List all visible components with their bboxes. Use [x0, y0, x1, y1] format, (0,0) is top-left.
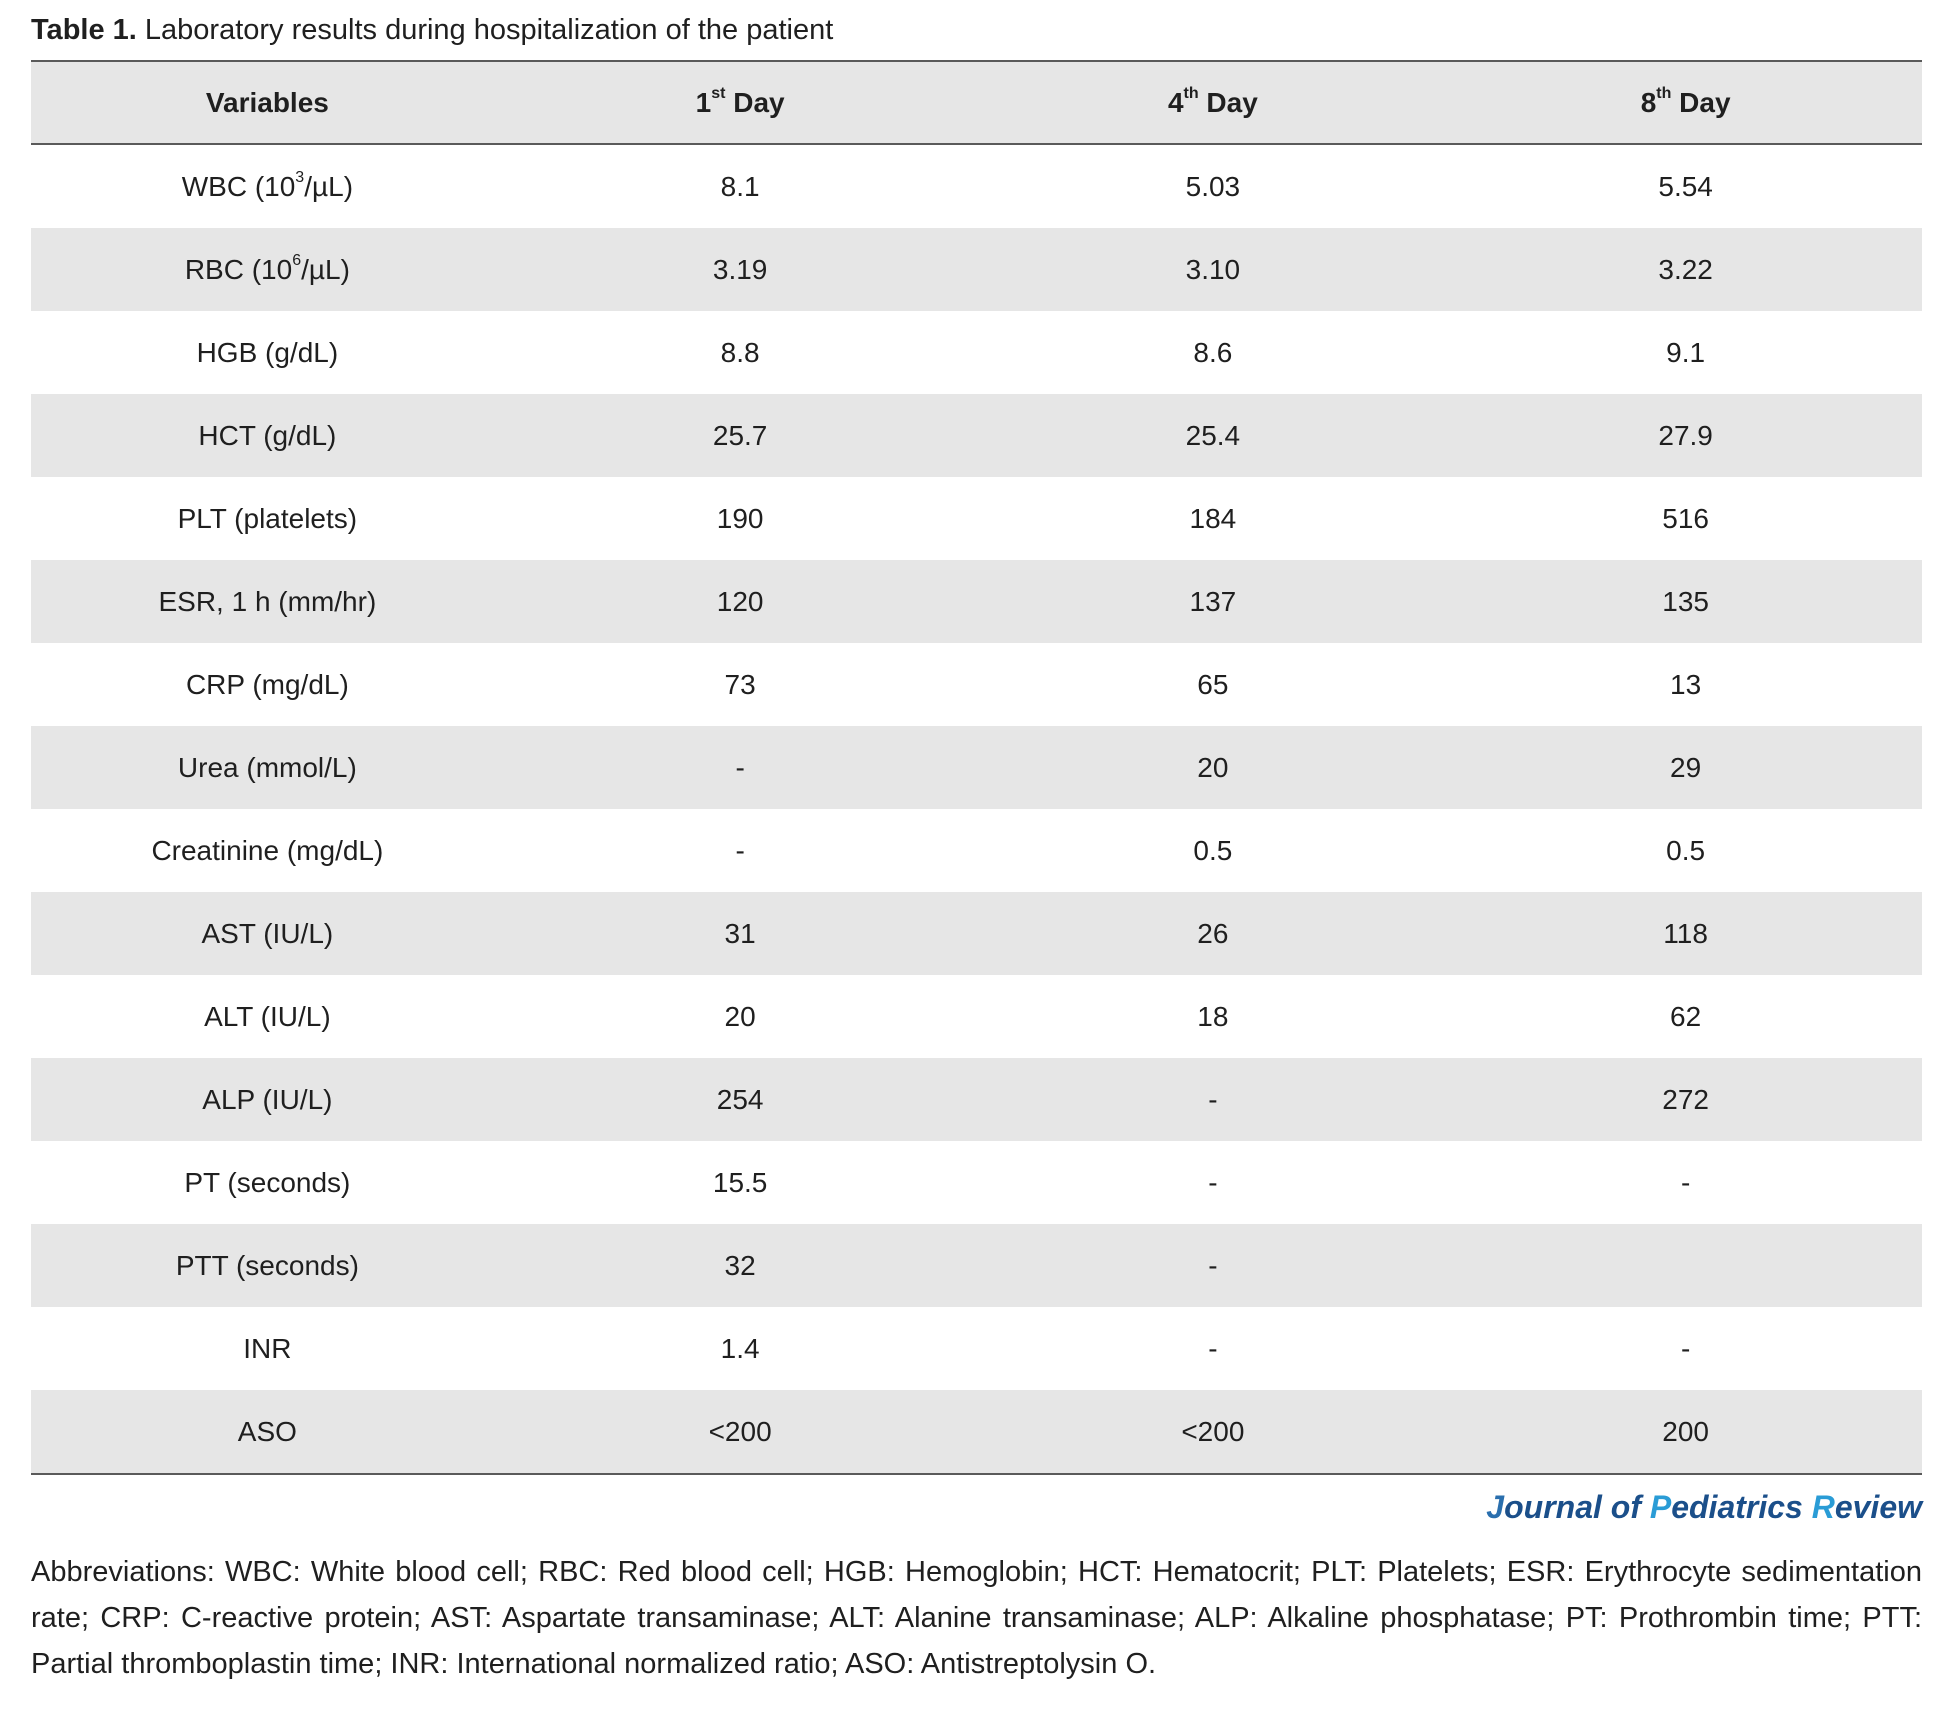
header-variables-label: Variables [205, 86, 329, 118]
value-day-1: 32 [504, 1224, 977, 1307]
variable-label [184, 1167, 350, 1198]
header-day-1-ordinal: st [711, 84, 726, 102]
value-day-1: - [504, 726, 977, 809]
caption-label: Table 1. [31, 14, 137, 46]
variable-cell [31, 726, 504, 809]
table-row [31, 144, 1922, 228]
table-row [31, 892, 1922, 975]
document-page [31, 10, 1922, 1716]
abbreviations-note: Abbreviations: WBC: White blood cell; RBC: Red blood cell; HGB: Hemoglobin; HCT: Hematocrit; PLT: Platelets; ESR: Erythrocyte sedimentation rate; CRP: C-reactive protein; AST: Aspartate transaminase; ALT: Alanine transaminase; ALP: Alkaline phosphatase; PT: Prothrombin time; PTT: Partial thromboplastin time; INR: International normalized ratio; ASO: Antistreptolysin O. [31, 1556, 1922, 1680]
journal-name-ediatrics: ediatrics [1671, 1489, 1812, 1525]
table-row [31, 1224, 1922, 1307]
value-day-8: 13 [1670, 668, 1702, 700]
table-row [31, 809, 1922, 892]
variable-label [178, 503, 357, 534]
variable-name: Creatinine (mg/dL) [151, 834, 384, 866]
journal-name-ournal-of: ournal of [1504, 1489, 1650, 1525]
variable-label [176, 1250, 359, 1281]
value-day-1: 15.5 [712, 1166, 768, 1198]
value-day-4: 20 [977, 726, 1450, 809]
value-day-8: 29 [1449, 726, 1922, 809]
value-day-4: 137 [977, 560, 1450, 643]
value-day-8: 0.5 [1666, 834, 1706, 866]
value-day-8: - [1680, 1332, 1691, 1364]
value-day-1: 25.7 [504, 394, 977, 477]
header-variables [31, 61, 504, 144]
lab-results-table [31, 60, 1922, 1475]
variable-cell [31, 809, 504, 892]
variable-name: ALP (IU/L) [202, 1083, 333, 1115]
value-day-8: - [1680, 1166, 1691, 1198]
variable-name: HGB (g/dL) [196, 336, 339, 368]
value-day-8 [1449, 1224, 1922, 1307]
value-day-1: 1.4 [720, 1332, 760, 1364]
variable-cell [31, 1307, 504, 1390]
caption-text: Laboratory results during hospitalization of the patient [144, 14, 834, 46]
variable-label [151, 835, 383, 866]
header-day-8-ordinal: th [1656, 84, 1672, 102]
variable-name: PT (seconds) [184, 1166, 351, 1198]
variable-label [238, 1416, 297, 1447]
variable-cell [31, 643, 504, 726]
table-row [31, 228, 1922, 311]
header-day-4 [977, 61, 1450, 144]
value-day-1: 73 [724, 668, 756, 700]
table-row [31, 560, 1922, 643]
value-day-8: 27.9 [1449, 394, 1922, 477]
header-day-4-word: Day [1206, 86, 1258, 118]
table-row [31, 1307, 1922, 1390]
value-day-1: 20 [724, 1000, 756, 1032]
value-day-8: 516 [1662, 502, 1709, 534]
variable-label [202, 918, 334, 949]
variable-name: ALT (IU/L) [204, 1000, 331, 1032]
value-day-1: 190 [716, 502, 764, 534]
header-day-8-number: 8 [1640, 86, 1657, 118]
variable-name: Urea (mmol/L) [177, 751, 357, 783]
value-day-4: - [977, 1224, 1450, 1307]
value-day-4: - [977, 1058, 1450, 1141]
variable-cell [31, 1141, 504, 1224]
value-day-4: 65 [1197, 668, 1229, 700]
value-day-4: - [1208, 1166, 1218, 1198]
header-day-8-word: Day [1679, 86, 1731, 118]
header-row [31, 61, 1922, 144]
variable-name: ASO [237, 1415, 297, 1447]
variable-cell [31, 228, 504, 311]
table-row [31, 311, 1922, 394]
table-row [31, 1141, 1922, 1224]
value-day-4: 3.10 [977, 228, 1450, 311]
variable-exponent: 3 [295, 168, 305, 186]
variable-label [178, 752, 357, 783]
value-day-1: 31 [504, 892, 977, 975]
variable-label [197, 337, 339, 368]
table-row [31, 1390, 1922, 1474]
variable-cell [31, 1058, 504, 1141]
variable-name: AST (IU/L) [201, 917, 334, 949]
header-day-1 [504, 61, 977, 144]
table-row [31, 477, 1922, 560]
journal-name-eview: eview [1834, 1489, 1922, 1525]
variable-cell [31, 144, 504, 228]
variable-label [158, 586, 376, 617]
journal-name-j: J [1486, 1489, 1505, 1525]
value-day-8: 3.22 [1449, 228, 1922, 311]
variable-cell [31, 1224, 504, 1307]
value-day-4: - [1208, 1332, 1218, 1364]
table-body [31, 144, 1922, 1474]
value-day-8: 62 [1670, 1000, 1702, 1032]
variable-label [184, 251, 350, 285]
value-day-1: 8.8 [720, 336, 760, 368]
value-day-1: 254 [504, 1058, 977, 1141]
variable-unit: /µL) [301, 253, 350, 285]
variable-cell [31, 477, 504, 560]
value-day-4: 8.6 [1193, 336, 1233, 368]
table-row [31, 975, 1922, 1058]
variable-name: WBC (10 [181, 170, 296, 202]
journal-name [31, 1485, 1922, 1537]
variable-cell [31, 394, 504, 477]
variable-label [186, 669, 349, 700]
value-day-8: 272 [1449, 1058, 1922, 1141]
value-day-4: 18 [1197, 1000, 1229, 1032]
header-day-4-ordinal: th [1183, 84, 1199, 102]
variable-unit: /µL) [304, 170, 354, 202]
variable-name: PTT (seconds) [175, 1249, 359, 1281]
value-day-1: <200 [504, 1390, 977, 1474]
value-day-4: 25.4 [977, 394, 1450, 477]
variable-exponent: 6 [292, 251, 302, 269]
variable-cell [31, 560, 504, 643]
value-day-4: 184 [1189, 502, 1237, 534]
journal-name-p: P [1649, 1489, 1672, 1525]
value-day-4: <200 [977, 1390, 1450, 1474]
variable-name: ESR, 1 h (mm/hr) [158, 585, 377, 617]
variable-name: HCT (g/dL) [198, 419, 337, 451]
variable-cell [31, 975, 504, 1058]
value-day-1: - [735, 834, 745, 866]
journal-name-r: R [1811, 1489, 1835, 1525]
variable-label [181, 168, 354, 202]
variable-name: RBC (10 [184, 253, 293, 285]
header-day-1-number: 1 [695, 86, 712, 118]
value-day-8: 5.54 [1658, 170, 1713, 202]
variable-label [202, 1084, 332, 1115]
variable-cell [31, 1390, 504, 1474]
variable-cell [31, 892, 504, 975]
table-row [31, 1058, 1922, 1141]
header-day-4-number: 4 [1167, 86, 1184, 118]
variable-name: PLT (platelets) [177, 502, 358, 534]
variable-name: INR [243, 1332, 292, 1364]
variable-label [204, 1001, 331, 1032]
value-day-8: 200 [1449, 1390, 1922, 1474]
variable-label [243, 1333, 291, 1364]
table-caption [31, 10, 1922, 60]
value-day-1: 8.1 [720, 170, 760, 202]
table-row [31, 726, 1922, 809]
value-day-4: 5.03 [1185, 170, 1241, 202]
value-day-8: 118 [1449, 892, 1922, 975]
variable-name: CRP (mg/dL) [185, 668, 349, 700]
value-day-8: 9.1 [1666, 336, 1706, 368]
header-day-1-word: Day [733, 86, 785, 118]
variable-cell [31, 311, 504, 394]
value-day-4: 0.5 [1193, 834, 1233, 866]
value-day-4: 26 [977, 892, 1450, 975]
value-day-1: 3.19 [504, 228, 977, 311]
value-day-8: 135 [1449, 560, 1922, 643]
table-header [31, 61, 1922, 144]
header-day-8 [1449, 61, 1922, 144]
variable-label [198, 420, 336, 451]
table-row [31, 394, 1922, 477]
table-row [31, 643, 1922, 726]
value-day-1: 120 [504, 560, 977, 643]
